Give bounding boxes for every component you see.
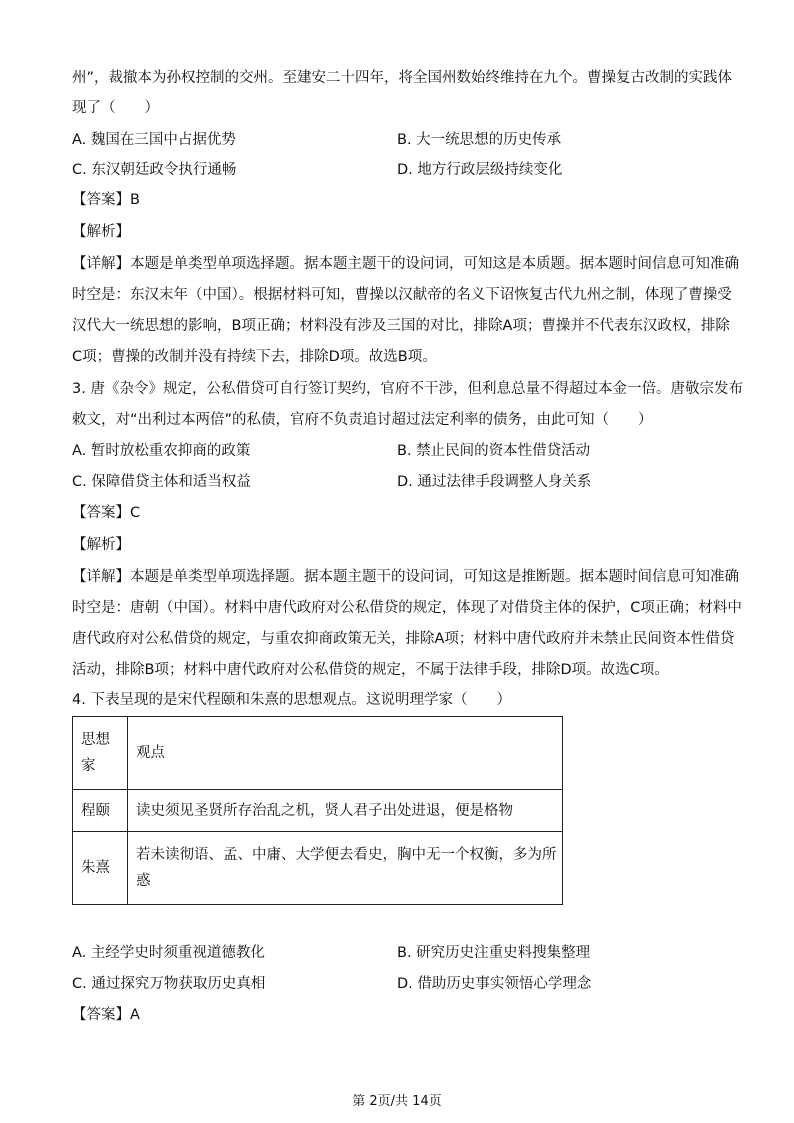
question-2-detail-line-2: 时空是：东汉末年（中国）。根据材料可知，曹操以汉献帝的名义下诏恢复古代九州之制，体现了曹操受 xyxy=(72,287,732,303)
table-cell-cheng-yi: 程颐 xyxy=(73,790,128,832)
table-header-thinker xyxy=(73,717,128,790)
question-2-analysis-heading: 【解析】 xyxy=(72,224,130,240)
q2-option-c: C. 东汉朝廷政令执行通畅 xyxy=(72,162,237,178)
table-header-thinker-line-2: 家 xyxy=(81,758,96,774)
q4-option-d: D. 借助历史事实领悟心学理念 xyxy=(397,976,592,992)
table-cell-zhu-xi: 朱熹 xyxy=(73,832,128,905)
zhu-xi-view-line-2: 惑 xyxy=(136,873,151,889)
table-header-view: 观点 xyxy=(128,717,563,790)
q4-option-a: A. 主经学史时须重视道德教化 xyxy=(72,945,265,961)
question-4-answer: 【答案】A xyxy=(72,1007,140,1023)
question-3-detail-line-2: 时空是：唐朝（中国）。材料中唐代政府对公私借贷的规定，体现了对借贷主体的保护，C项正确；材料中 xyxy=(72,600,742,616)
question-3-analysis-heading: 【解析】 xyxy=(72,537,130,553)
q3-option-c: C. 保障借贷主体和适当权益 xyxy=(72,474,251,490)
question-3-detail-line-1: 【详解】本题是单类型单项选择题。据本题主题干的设问词，可知这是推断题。据本题时间信息可知准确 xyxy=(72,569,739,585)
question-2-stem-end: 现了（ ） xyxy=(72,100,159,116)
q3-option-b: B. 禁止民间的资本性借贷活动 xyxy=(397,443,591,459)
q2-option-d: D. 地方行政层级持续变化 xyxy=(397,162,563,178)
q3-option-a: A. 暂时放松重农抑商的政策 xyxy=(72,443,251,459)
question-3-stem-line-2: 敕文，对“出利过本两倍”的私债，官府不负责追讨超过法定利率的债务，由此可知（ ） xyxy=(72,412,653,428)
question-2-answer: 【答案】B xyxy=(72,192,140,208)
question-3-answer: 【答案】C xyxy=(72,505,141,521)
page-footer: 第 2页/共 14页 xyxy=(352,1094,442,1109)
q2-option-b: B. 大一统思想的历史传承 xyxy=(397,132,562,148)
thinkers-table xyxy=(72,716,563,905)
table-header-row xyxy=(73,717,563,790)
table-row xyxy=(73,790,563,832)
table-cell-zhu-xi-view xyxy=(128,832,563,905)
question-2-detail-line-4: C项；曹操的改制并没有持续下去，排除D项。故选B项。 xyxy=(72,349,437,365)
table-header-thinker-line-1: 思想 xyxy=(81,732,110,748)
question-3-detail-line-3: 唐代政府对公私借贷的规定，与重农抑商政策无关，排除A项；材料中唐代政府并未禁止民间资本性借贷 xyxy=(72,631,735,647)
question-2-detail-line-1: 【详解】本题是单类型单项选择题。据本题主题干的设问词，可知这是本质题。据本题时间信息可知准确 xyxy=(72,256,739,272)
table-row xyxy=(73,832,563,905)
table-cell-cheng-yi-view: 读史须见圣贤所存治乱之机，贤人君子出处进退，便是格物 xyxy=(128,790,563,832)
q4-option-b: B. 研究历史注重史料搜集整理 xyxy=(397,945,591,961)
q4-option-c: C. 通过探究万物获取历史真相 xyxy=(72,976,266,992)
question-4-stem: 4. 下表呈现的是宋代程颐和朱熹的思想观点。这说明理学家（ ） xyxy=(72,692,511,708)
zhu-xi-view-line-1: 若未读彻语、孟、中庸、大学便去看史，胸中无一个权衡，多为所 xyxy=(136,847,557,863)
question-3-detail-line-4: 活动，排除B项；材料中唐代政府对公私借贷的规定，不属于法律手段，排除D项。故选C项。 xyxy=(72,662,669,678)
q3-option-d: D. 通过法律手段调整人身关系 xyxy=(397,474,592,490)
q2-option-a: A. 魏国在三国中占据优势 xyxy=(72,132,236,148)
question-2-stem-continued: 州”，裁撤本为孙权控制的交州。至建安二十四年，将全国州数始终维持在九个。曹操复古改制的实践体 xyxy=(72,70,733,86)
question-2-detail-line-3: 汉代大一统思想的影响，B项正确；材料没有涉及三国的对比，排除A项；曹操并不代表东汉政权，排除 xyxy=(72,318,730,334)
question-3-stem-line-1: 3. 唐《杂令》规定，公私借贷可自行签订契约，官府不干涉，但利息总量不得超过本金一倍。唐敬宗发布 xyxy=(72,381,743,397)
